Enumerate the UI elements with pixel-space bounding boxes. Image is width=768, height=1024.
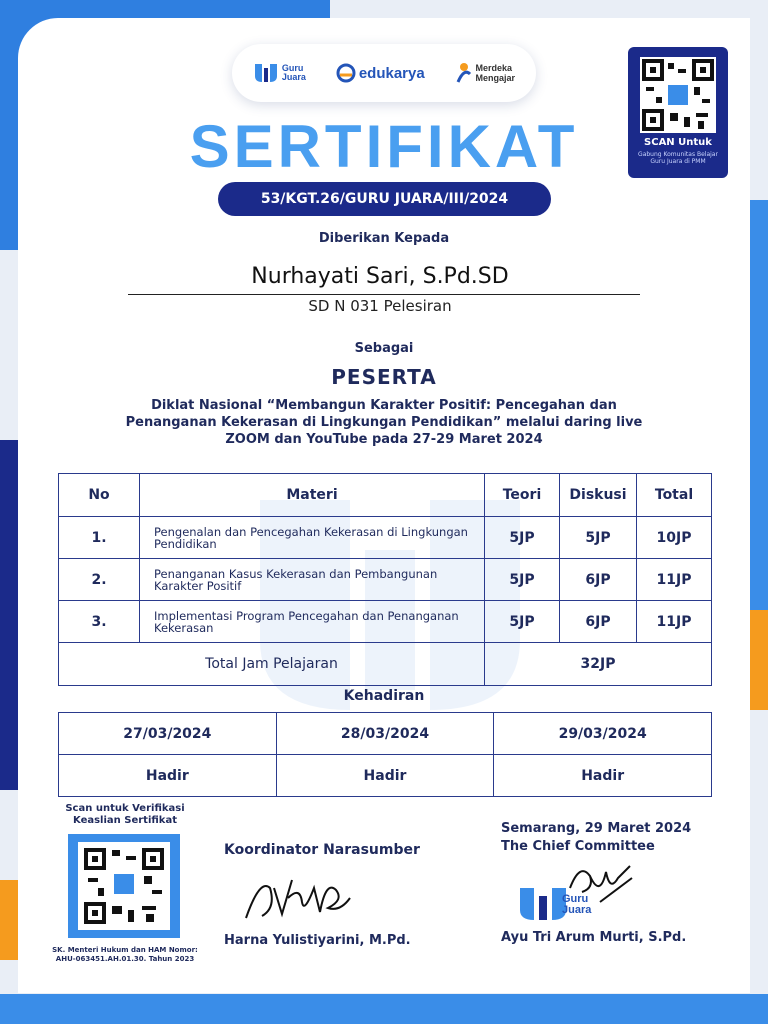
header-teori: Teori [485,474,560,517]
attendance-dates-row [59,713,712,755]
stamp-line1: Guru [562,893,589,905]
edukarya-logo [336,63,425,83]
row-teori: 5JP [485,517,560,559]
scan-card-title: SCAN Untuk [644,137,712,148]
row-teori: 5JP [485,559,560,601]
row-no: 2. [59,559,140,601]
attendance-title: Kehadiran [343,688,425,704]
name-underline [128,294,640,295]
row-topic: Implementasi Program Pencegahan dan Penanganan Kekerasan [140,601,485,643]
header-diskusi: Diskusi [560,474,637,517]
edukarya-icon [336,63,356,83]
table-row [59,601,712,643]
row-total: 11JP [637,601,712,643]
guru-juara-icon [253,62,279,84]
chief-title: The Chief Committee [501,839,655,854]
row-diskusi: 6JP [560,559,637,601]
attendance-date: 29/03/2024 [494,713,712,755]
table-total-row [59,643,712,686]
row-diskusi: 5JP [560,517,637,559]
row-teori: 5JP [485,601,560,643]
guru-juara-line2: Juara [281,72,306,82]
verification-qr-frame[interactable] [68,834,180,938]
as-label: Sebagai [354,341,414,356]
certificate-number: 53/KGT.26/GURU JUARA/III/2024 [218,182,551,216]
coordinator-name: Harna Yulistiyarini, M.Pd. [224,933,411,948]
merdeka-mengajar-logo [455,62,516,84]
header-materi: Materi [140,474,485,517]
verification-label: Scan untuk Verifikasi Keaslian Sertifikat [65,803,185,826]
attendance-status: Hadir [59,755,277,797]
recipient-role: PESERTA [331,365,437,389]
table-row [59,517,712,559]
table-row [59,559,712,601]
background-bottom-bar [0,994,768,1024]
merdeka-line1: Merdeka [475,63,513,73]
given-to-label: Diberikan Kepada [318,231,450,246]
attendance-status: Hadir [494,755,712,797]
attendance-status-row [59,755,712,797]
verification-qr-code[interactable] [78,842,170,930]
stamp-line2: Juara [562,904,592,916]
guru-juara-logo [253,62,306,84]
coordinator-signature [240,868,360,930]
attendance-status: Hadir [276,755,494,797]
header-total: Total [637,474,712,517]
total-hours-value: 32JP [485,643,712,686]
partner-logos [232,44,536,102]
guru-juara-line1: Guru [281,63,304,73]
training-description: Diklat Nasional “Membangun Karakter Positif: Pencegahan dan Penanganan Kekerasan di Lingkungan Pendidikan” melalui daring live ZOOM dan YouTube pada 27-29 Maret 2024 [125,398,643,447]
attendance-date: 28/03/2024 [276,713,494,755]
recipient-school: SD N 031 Pelesiran [308,297,452,315]
materials-table [58,473,712,686]
row-diskusi: 6JP [560,601,637,643]
row-topic: Penanganan Kasus Kekerasan dan Pembangunan Karakter Positif [140,559,485,601]
edukarya-text: edukarya [358,64,425,82]
total-hours-label: Total Jam Pelajaran [59,643,485,686]
merdeka-mengajar-icon [455,62,473,84]
recipient-name: Nurhayati Sari, S.Pd.SD [251,264,509,289]
legal-registration: SK. Menteri Hukum dan HAM Nomor: AHU-063451.AH.01.30. Tahun 2023 [52,946,198,963]
place-date-text: Semarang, 29 Maret 2024 [501,821,692,836]
attendance-date: 27/03/2024 [59,713,277,755]
certificate-title: SERTIFIKAT [189,113,579,180]
scan-card-subtitle: Gabung Komunitas Belajar Guru Juara di PMM [638,151,718,165]
coordinator-title: Koordinator Narasumber [224,842,420,858]
attendance-table [58,712,712,797]
chief-name: Ayu Tri Arum Murti, S.Pd. [501,930,687,945]
row-total: 11JP [637,559,712,601]
table-header-row [59,474,712,517]
header-no: No [59,474,140,517]
merdeka-line2: Mengajar [475,73,516,83]
row-no: 3. [59,601,140,643]
row-topic: Pengenalan dan Pencegahan Kekerasan di Lingkungan Pendidikan [140,517,485,559]
qr-code-icon [78,842,170,930]
row-total: 10JP [637,517,712,559]
signature-place-date [501,820,691,856]
row-no: 1. [59,517,140,559]
chief-signature [560,858,640,918]
